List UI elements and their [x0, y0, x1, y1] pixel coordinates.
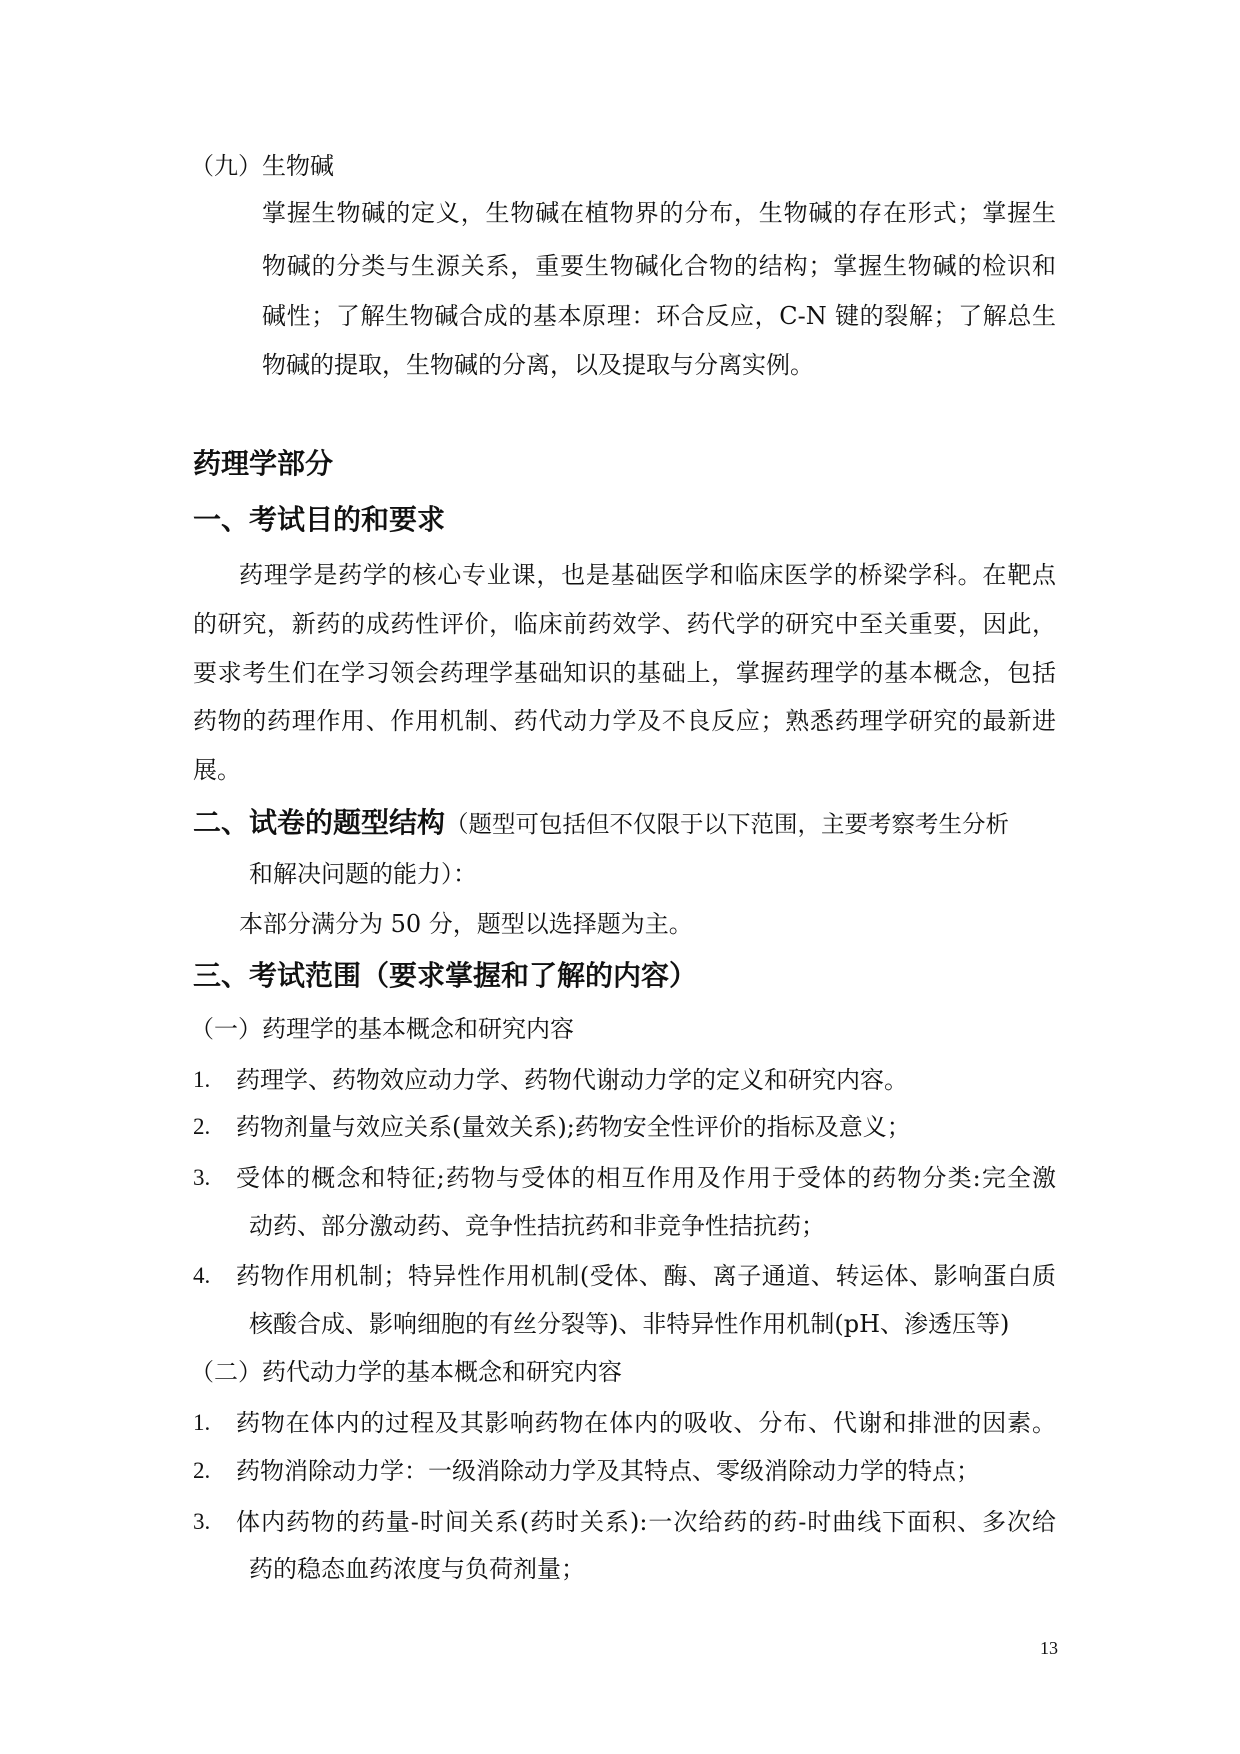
section-heading-purpose: 一、考试目的和要求	[193, 503, 446, 536]
section-heading-scope: 三、考试范围（要求掌握和了解的内容）	[193, 959, 698, 992]
list-number: 3.	[193, 1165, 211, 1190]
page-number: 13	[1040, 1638, 1058, 1658]
list-item-line: 药物在体内的过程及其影响药物在体内的吸收、分布、代谢和排泄的因素。	[236, 1409, 1056, 1437]
section-heading-note-continued: 和解决问题的能力）：	[249, 860, 477, 888]
subsection-heading: （二）药代动力学的基本概念和研究内容	[190, 1358, 622, 1386]
paragraph-line: 展。	[193, 756, 241, 784]
list-item-line: 体内药物的药量-时间关系(药时关系):一次给药的药-时曲线下面积、多次给	[236, 1508, 1056, 1536]
list-item-line: 药理学、药物效应动力学、药物代谢动力学的定义和研究内容。	[236, 1066, 908, 1094]
part-title: 药理学部分	[193, 447, 334, 480]
list-number: 1.	[193, 1067, 211, 1092]
paragraph-line: 本部分满分为 50 分，题型以选择题为主。	[239, 910, 693, 938]
paragraph-line: 物碱的分类与生源关系，重要生物碱化合物的结构；掌握生物碱的检识和	[262, 252, 1056, 280]
paragraph-line: 的研究，新药的成药性评价，临床前药效学、药代学的研究中至关重要，因此，	[193, 610, 1056, 638]
paragraph-line: 药物的药理作用、作用机制、药代动力学及不良反应；熟悉药理学研究的最新进	[193, 707, 1056, 735]
paragraph-line: 要求考生们在学习领会药理学基础知识的基础上，掌握药理学的基本概念，包括	[193, 659, 1056, 687]
list-number: 3.	[193, 1509, 211, 1534]
section-heading-alkaloids: （九）生物碱	[190, 152, 334, 180]
subsection-heading: （一）药理学的基本概念和研究内容	[190, 1015, 574, 1043]
section-heading-structure: 二、试卷的题型结构	[193, 806, 446, 839]
list-number: 4.	[193, 1263, 211, 1288]
section-heading-note: （题型可包括但不仅限于以下范围，主要考察考生分析	[445, 810, 1010, 838]
list-item-line-continued: 药的稳态血药浓度与负荷剂量；	[249, 1555, 585, 1583]
list-item-line: 药物消除动力学：一级消除动力学及其特点、零级消除动力学的特点；	[236, 1457, 980, 1485]
list-item-line: 药物作用机制；特异性作用机制(受体、酶、离子通道、转运体、影响蛋白质	[236, 1262, 1056, 1290]
list-number: 1.	[193, 1410, 211, 1435]
list-item-line-continued: 核酸合成、影响细胞的有丝分裂等)、非特异性作用机制(pH、渗透压等)	[249, 1310, 1010, 1338]
paragraph-line: 碱性；了解生物碱合成的基本原理：环合反应，C-N 键的裂解；了解总生	[262, 302, 1056, 330]
list-item-line-continued: 动药、部分激动药、竞争性拮抗药和非竞争性拮抗药；	[249, 1212, 825, 1240]
paragraph-line: 药理学是药学的核心专业课，也是基础医学和临床医学的桥梁学科。在靶点	[239, 561, 1056, 589]
list-item-line: 药物剂量与效应关系(量效关系);药物安全性评价的指标及意义；	[236, 1113, 911, 1141]
list-number: 2.	[193, 1458, 211, 1483]
paragraph-line: 物碱的提取，生物碱的分离，以及提取与分离实例。	[262, 351, 814, 379]
list-number: 2.	[193, 1114, 211, 1139]
section-heading-structure-row	[193, 806, 1009, 840]
paragraph-line: 掌握生物碱的定义，生物碱在植物界的分布，生物碱的存在形式；掌握生	[262, 199, 1056, 227]
list-item-line: 受体的概念和特征;药物与受体的相互作用及作用于受体的药物分类:完全激	[236, 1164, 1056, 1192]
